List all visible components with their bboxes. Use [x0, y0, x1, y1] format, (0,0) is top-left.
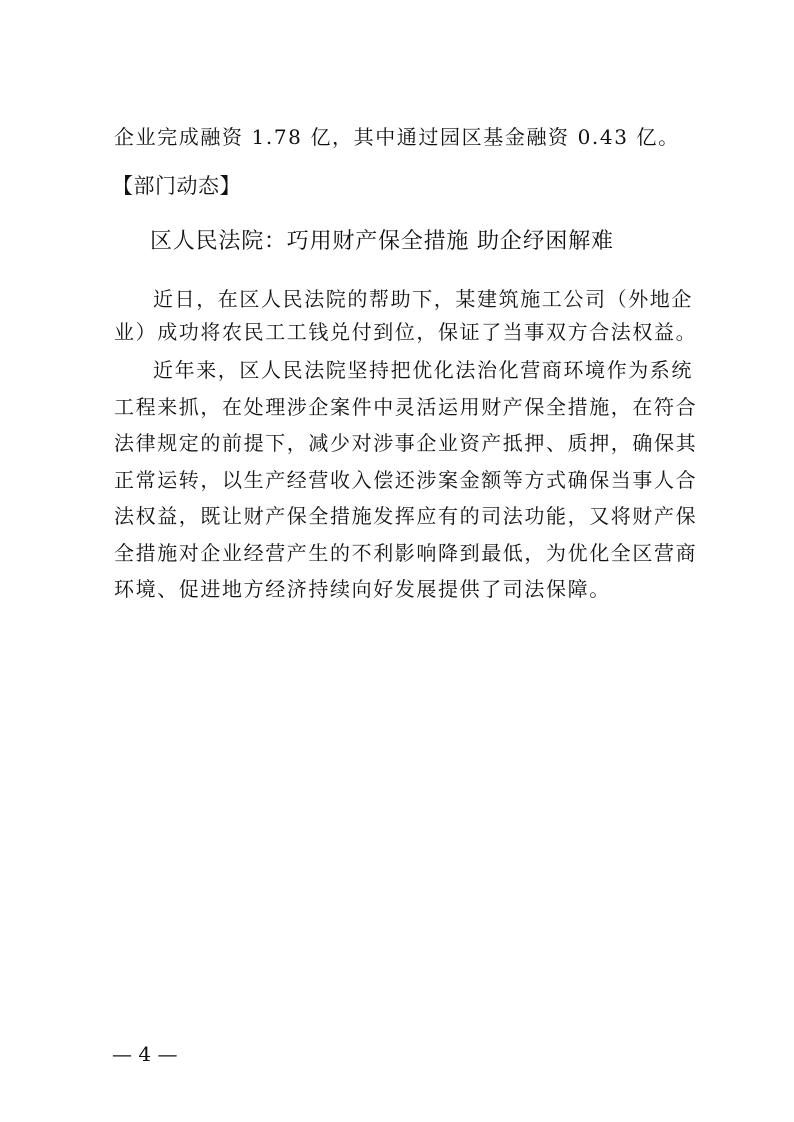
- paragraph-line: 法律规定的前提下，减少对涉事企业资产抵押、质押，确保其: [114, 431, 698, 455]
- section-tag: 【部门动态】: [112, 174, 241, 198]
- continuation-text: 企业完成融资 1.78 亿，其中通过园区基金融资 0.43 亿。: [114, 125, 680, 149]
- paragraph-line: 近日，在区人民法院的帮助下，某建筑施工公司（外地企: [153, 287, 693, 311]
- paragraph-line: 近年来，区人民法院坚持把优化法治化营商环境作为系统: [153, 358, 693, 382]
- page-number: — 4 —: [112, 1042, 178, 1066]
- paragraph-line: 工程来抓，在处理涉企案件中灵活运用财产保全措施，在符合: [114, 395, 698, 419]
- paragraph-line: 环境、促进地方经济持续向好发展提供了司法保障。: [114, 577, 611, 601]
- paragraph-line: 法权益，既让财产保全措施发挥应有的司法功能，又将财产保: [114, 504, 698, 528]
- article-title: 区人民法院：巧用财产保全措施 助企纾困解难: [150, 229, 614, 254]
- paragraph-line: 正常运转，以生产经营收入偿还涉案金额等方式确保当事人合: [114, 468, 698, 492]
- paragraph-line: 业）成功将农民工工钱兑付到位，保证了当事双方合法权益。: [114, 320, 698, 344]
- paragraph-line: 全措施对企业经营产生的不利影响降到最低，为优化全区营商: [114, 541, 698, 565]
